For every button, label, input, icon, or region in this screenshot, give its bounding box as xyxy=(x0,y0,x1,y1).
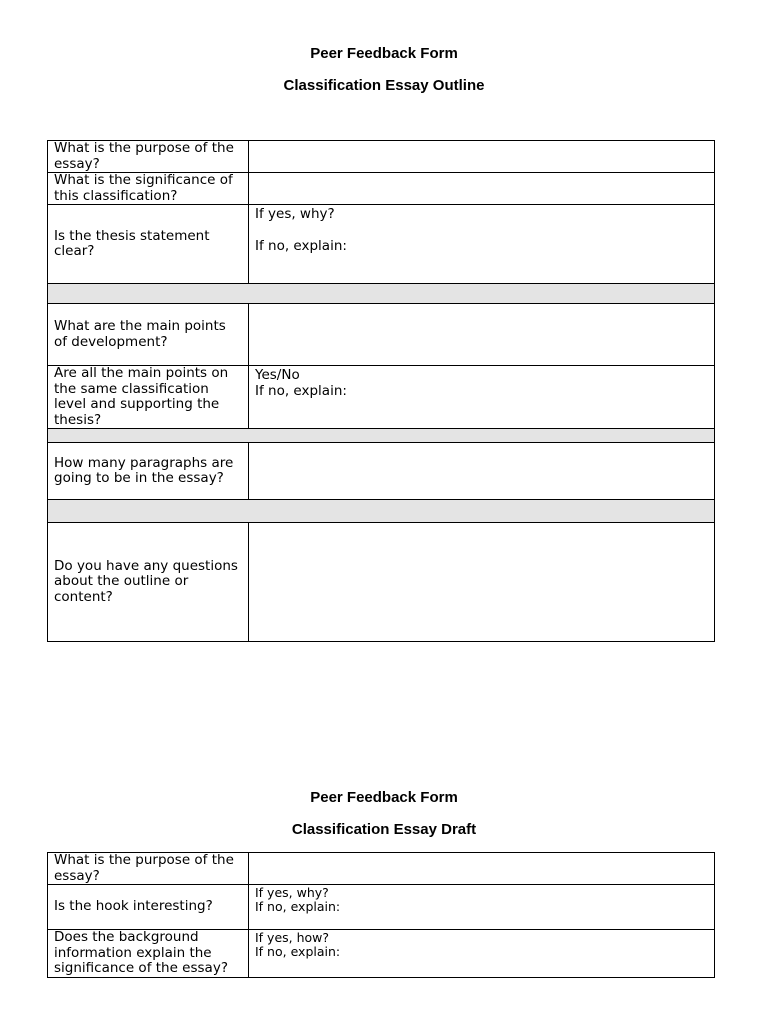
table-row xyxy=(48,853,715,885)
separator-row xyxy=(48,429,715,443)
question-cell: Is the hook interesting? xyxy=(48,885,249,930)
question-cell: How many paragraphs are going to be in the essay? xyxy=(48,443,249,500)
table-row xyxy=(48,141,715,173)
answer-cell[interactable] xyxy=(249,205,715,284)
answer-cell[interactable] xyxy=(249,885,715,930)
question-cell: Does the background information explain the significance of the essay? xyxy=(48,930,249,978)
outline-form-title: Peer Feedback Form xyxy=(310,45,458,62)
answer-prompt: If yes, why? xyxy=(255,206,335,222)
question-cell: Are all the main points on the same classification level and supporting the thesis? xyxy=(48,366,249,429)
answer-prompt: If yes, why? xyxy=(255,885,329,900)
question-cell: Do you have any questions about the outline or content? xyxy=(48,523,249,642)
answer-cell[interactable] xyxy=(249,523,715,642)
separator-row xyxy=(48,284,715,304)
question-cell: What are the main points of development? xyxy=(48,304,249,366)
table-row xyxy=(48,523,715,642)
outline-feedback-table xyxy=(47,140,715,642)
question-cell: What is the purpose of the essay? xyxy=(48,141,249,173)
answer-cell[interactable] xyxy=(249,304,715,366)
table-row xyxy=(48,205,715,284)
answer-prompt: If no, explain: xyxy=(255,382,347,399)
draft-form-title: Peer Feedback Form xyxy=(310,789,458,806)
separator-row xyxy=(48,500,715,523)
table-row xyxy=(48,885,715,930)
answer-prompt: Yes/No xyxy=(255,367,300,383)
answer-prompt: If yes, how? xyxy=(255,930,330,945)
table-row xyxy=(48,173,715,205)
answer-cell[interactable] xyxy=(249,173,715,205)
answer-cell[interactable] xyxy=(249,366,715,429)
answer-cell[interactable] xyxy=(249,141,715,173)
draft-form-subtitle: Classification Essay Draft xyxy=(291,821,477,838)
outline-form-subtitle: Classification Essay Outline xyxy=(283,77,485,94)
table-row xyxy=(48,930,715,978)
answer-cell[interactable] xyxy=(249,853,715,885)
draft-feedback-table xyxy=(47,852,715,978)
answer-cell[interactable] xyxy=(249,930,715,978)
answer-prompt: If no, explain: xyxy=(255,899,341,914)
answer-prompt: If no, explain: xyxy=(255,237,347,254)
table-row xyxy=(48,304,715,366)
question-cell: What is the significance of this classification? xyxy=(48,173,249,205)
answer-cell[interactable] xyxy=(249,443,715,500)
question-cell: Is the thesis statement clear? xyxy=(48,205,249,284)
question-cell: What is the purpose of the essay? xyxy=(48,853,249,885)
table-row xyxy=(48,443,715,500)
answer-prompt: If no, explain: xyxy=(255,944,341,959)
table-row xyxy=(48,366,715,429)
